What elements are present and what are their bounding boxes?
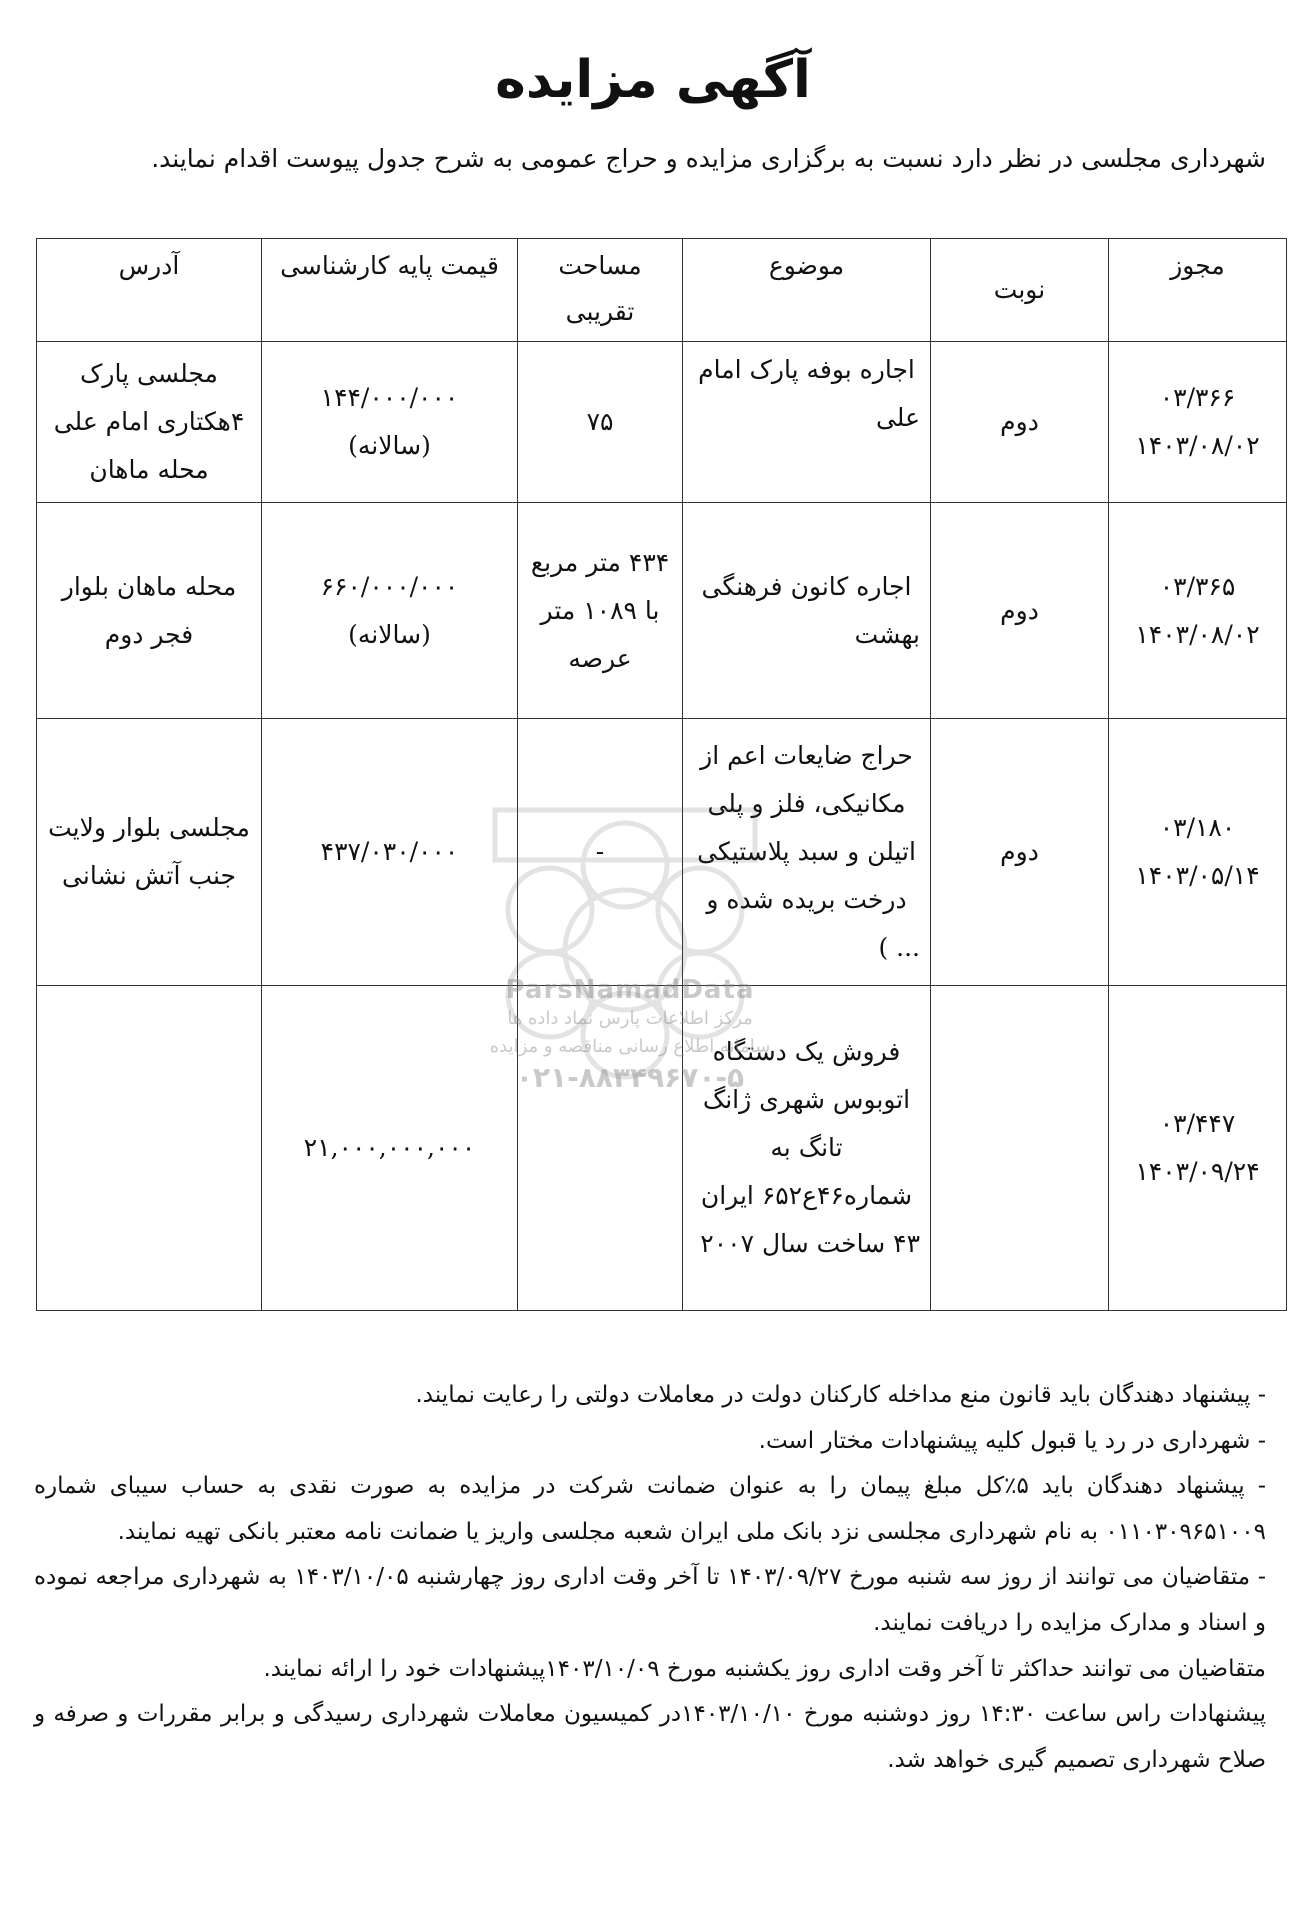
permit-date: ۱۴۰۳/۰۹/۲۴	[1135, 1157, 1260, 1186]
header-subject: موضوع	[683, 239, 931, 342]
permit-number: ۰۳/۳۶۵	[1159, 571, 1236, 601]
price-cell	[262, 986, 518, 1311]
area-cell	[518, 986, 683, 1311]
price-value: ۴۳۷/۰۳۰/۰۰۰	[320, 837, 459, 866]
watermark-brand: ParsNamadData	[505, 975, 755, 1005]
permit-number: ۰۳/۴۴۷	[1159, 1109, 1236, 1138]
round-cell: دوم	[931, 503, 1109, 719]
area-cell: ۷۵	[518, 342, 683, 503]
subject-cell: اجاره کانون فرهنگی بهشت	[683, 503, 931, 719]
round-cell: دوم	[931, 342, 1109, 503]
area-cell: -	[518, 719, 683, 986]
price-value: ۲۱,۰۰۰,۰۰۰,۰۰۰	[303, 1133, 476, 1162]
permit-date: ۱۴۰۳/۰۸/۰۲	[1135, 431, 1260, 460]
condition-item: - متقاضیان می توانند از روز سه شنبه مورخ ۱۴۰۳/۰۹/۲۷ تا آخر وقت اداری روز چهارشنبه ۱۴۰۳/۱۰/۰۵ به شهرداری مراجعه نموده و اسناد و مدارک مزایده را دریافت نمایند.	[34, 1564, 1266, 1636]
round-cell	[931, 986, 1109, 1311]
watermark-line2: سامانه اطلاع رسانی مناقصه و مزایده	[489, 1036, 771, 1057]
address-cell	[37, 986, 262, 1311]
permit-number: ۰۳/۳۶۶	[1159, 383, 1236, 412]
condition-item: پیشنهادات راس ساعت ۱۴:۳۰ روز دوشنبه مورخ ۱۴۰۳/۱۰/۱۰در کمیسیون معاملات شهرداری رسیدگی و برابر مقررات و صرفه و صلاح شهرداری تصمیم گیری خواهد شد.	[34, 1701, 1266, 1773]
subject-cell: فروش یک دستگاه اتوبوس شهری ژانگ تانگ به شماره۴۶ع۶۵۲ ایران ۴۳ ساخت سال ۲۰۰۷	[683, 986, 931, 1311]
condition-item: متقاضیان می توانند حداکثر تا آخر وقت اداری روز یکشنبه مورخ ۱۴۰۳/۱۰/۰۹پیشنهادات خود را ارائه نمایند.	[263, 1655, 1266, 1682]
permit-cell	[1109, 503, 1287, 719]
condition-item: - شهرداری در رد یا قبول کلیه پیشنهادات مختار است.	[758, 1427, 1266, 1454]
permit-date: ۱۴۰۳/۰۸/۰۲	[1135, 619, 1260, 649]
price-cell	[262, 503, 518, 719]
price-cell	[262, 719, 518, 986]
permit-cell	[1109, 342, 1287, 503]
page-title: آگهی مزایده	[495, 50, 811, 110]
table-header-row	[37, 239, 1287, 342]
conditions-section	[34, 1373, 1266, 1783]
table-row	[37, 503, 1287, 719]
auction-table	[36, 238, 1287, 1311]
round-cell: دوم	[931, 719, 1109, 986]
table-row	[37, 719, 1287, 986]
header-price: قیمت پایه کارشناسی	[262, 239, 518, 342]
header-round: نوبت	[931, 239, 1109, 342]
header-permit: مجوز	[1109, 239, 1287, 342]
permit-date: ۱۴۰۳/۰۵/۱۴	[1135, 861, 1260, 890]
price-cell	[262, 342, 518, 503]
intro-paragraph: شهرداری مجلسی در نظر دارد نسبت به برگزاری مزایده و حراج عمومی به شرح جدول پیوست اقدام نمایند.	[151, 144, 1266, 173]
table-row	[37, 342, 1287, 503]
table-row	[37, 986, 1287, 1311]
price-value: ۶۶۰/۰۰۰/۰۰۰	[320, 571, 459, 601]
subject-cell: اجاره بوفه پارک امام علی	[683, 342, 931, 503]
condition-item: - پیشنهاد دهندگان باید ۵٪کل مبلغ پیمان را به عنوان ضمانت شرکت در مزایده به صورت نقدی به حساب سیبای شماره ۰۱۱۰۳۰۹۶۵۱۰۰۹ به نام شهرداری مجلسی نزد بانک ملی ایران شعبه مجلسی واریز یا ضمانت نامه معتبر بانکی تهیه نمایند.	[34, 1473, 1266, 1545]
price-note: (سالانه)	[348, 619, 431, 649]
permit-number: ۰۳/۱۸۰	[1159, 813, 1236, 842]
condition-item: - پیشنهاد دهندگان باید قانون منع مداخله کارکنان دولت در معاملات دولتی را رعایت نمایند.	[415, 1382, 1266, 1408]
price-value: ۱۴۴/۰۰۰/۰۰۰	[320, 383, 459, 412]
subject-cell: حراج ضایعات اعم از مکانیکی، فلز و پلی اتیلن و سبد پلاستیکی درخت بریده شده و ... )	[683, 719, 931, 986]
header-address: آدرس	[37, 239, 262, 342]
price-note: (سالانه)	[348, 431, 431, 460]
area-cell: ۴۳۴ متر مربع با ۱۰۸۹ متر عرصه	[518, 503, 683, 719]
address-cell: مجلسی پارک ۴هکتاری امام علی محله ماهان	[37, 342, 262, 503]
permit-cell	[1109, 719, 1287, 986]
permit-cell	[1109, 986, 1287, 1311]
watermark-phone: ۰۲۱-۸۸۳۴۹۶۷۰-۵	[515, 1061, 745, 1094]
watermark-line1: مرکز اطلاعات پارس نماد داده ها	[507, 1008, 753, 1029]
address-cell: مجلسی بلوار ولایت جنب آتش نشانی	[37, 719, 262, 986]
address-cell: محله ماهان بلوار فجر دوم	[37, 503, 262, 719]
header-area: مساحت تقریبی	[518, 239, 683, 342]
